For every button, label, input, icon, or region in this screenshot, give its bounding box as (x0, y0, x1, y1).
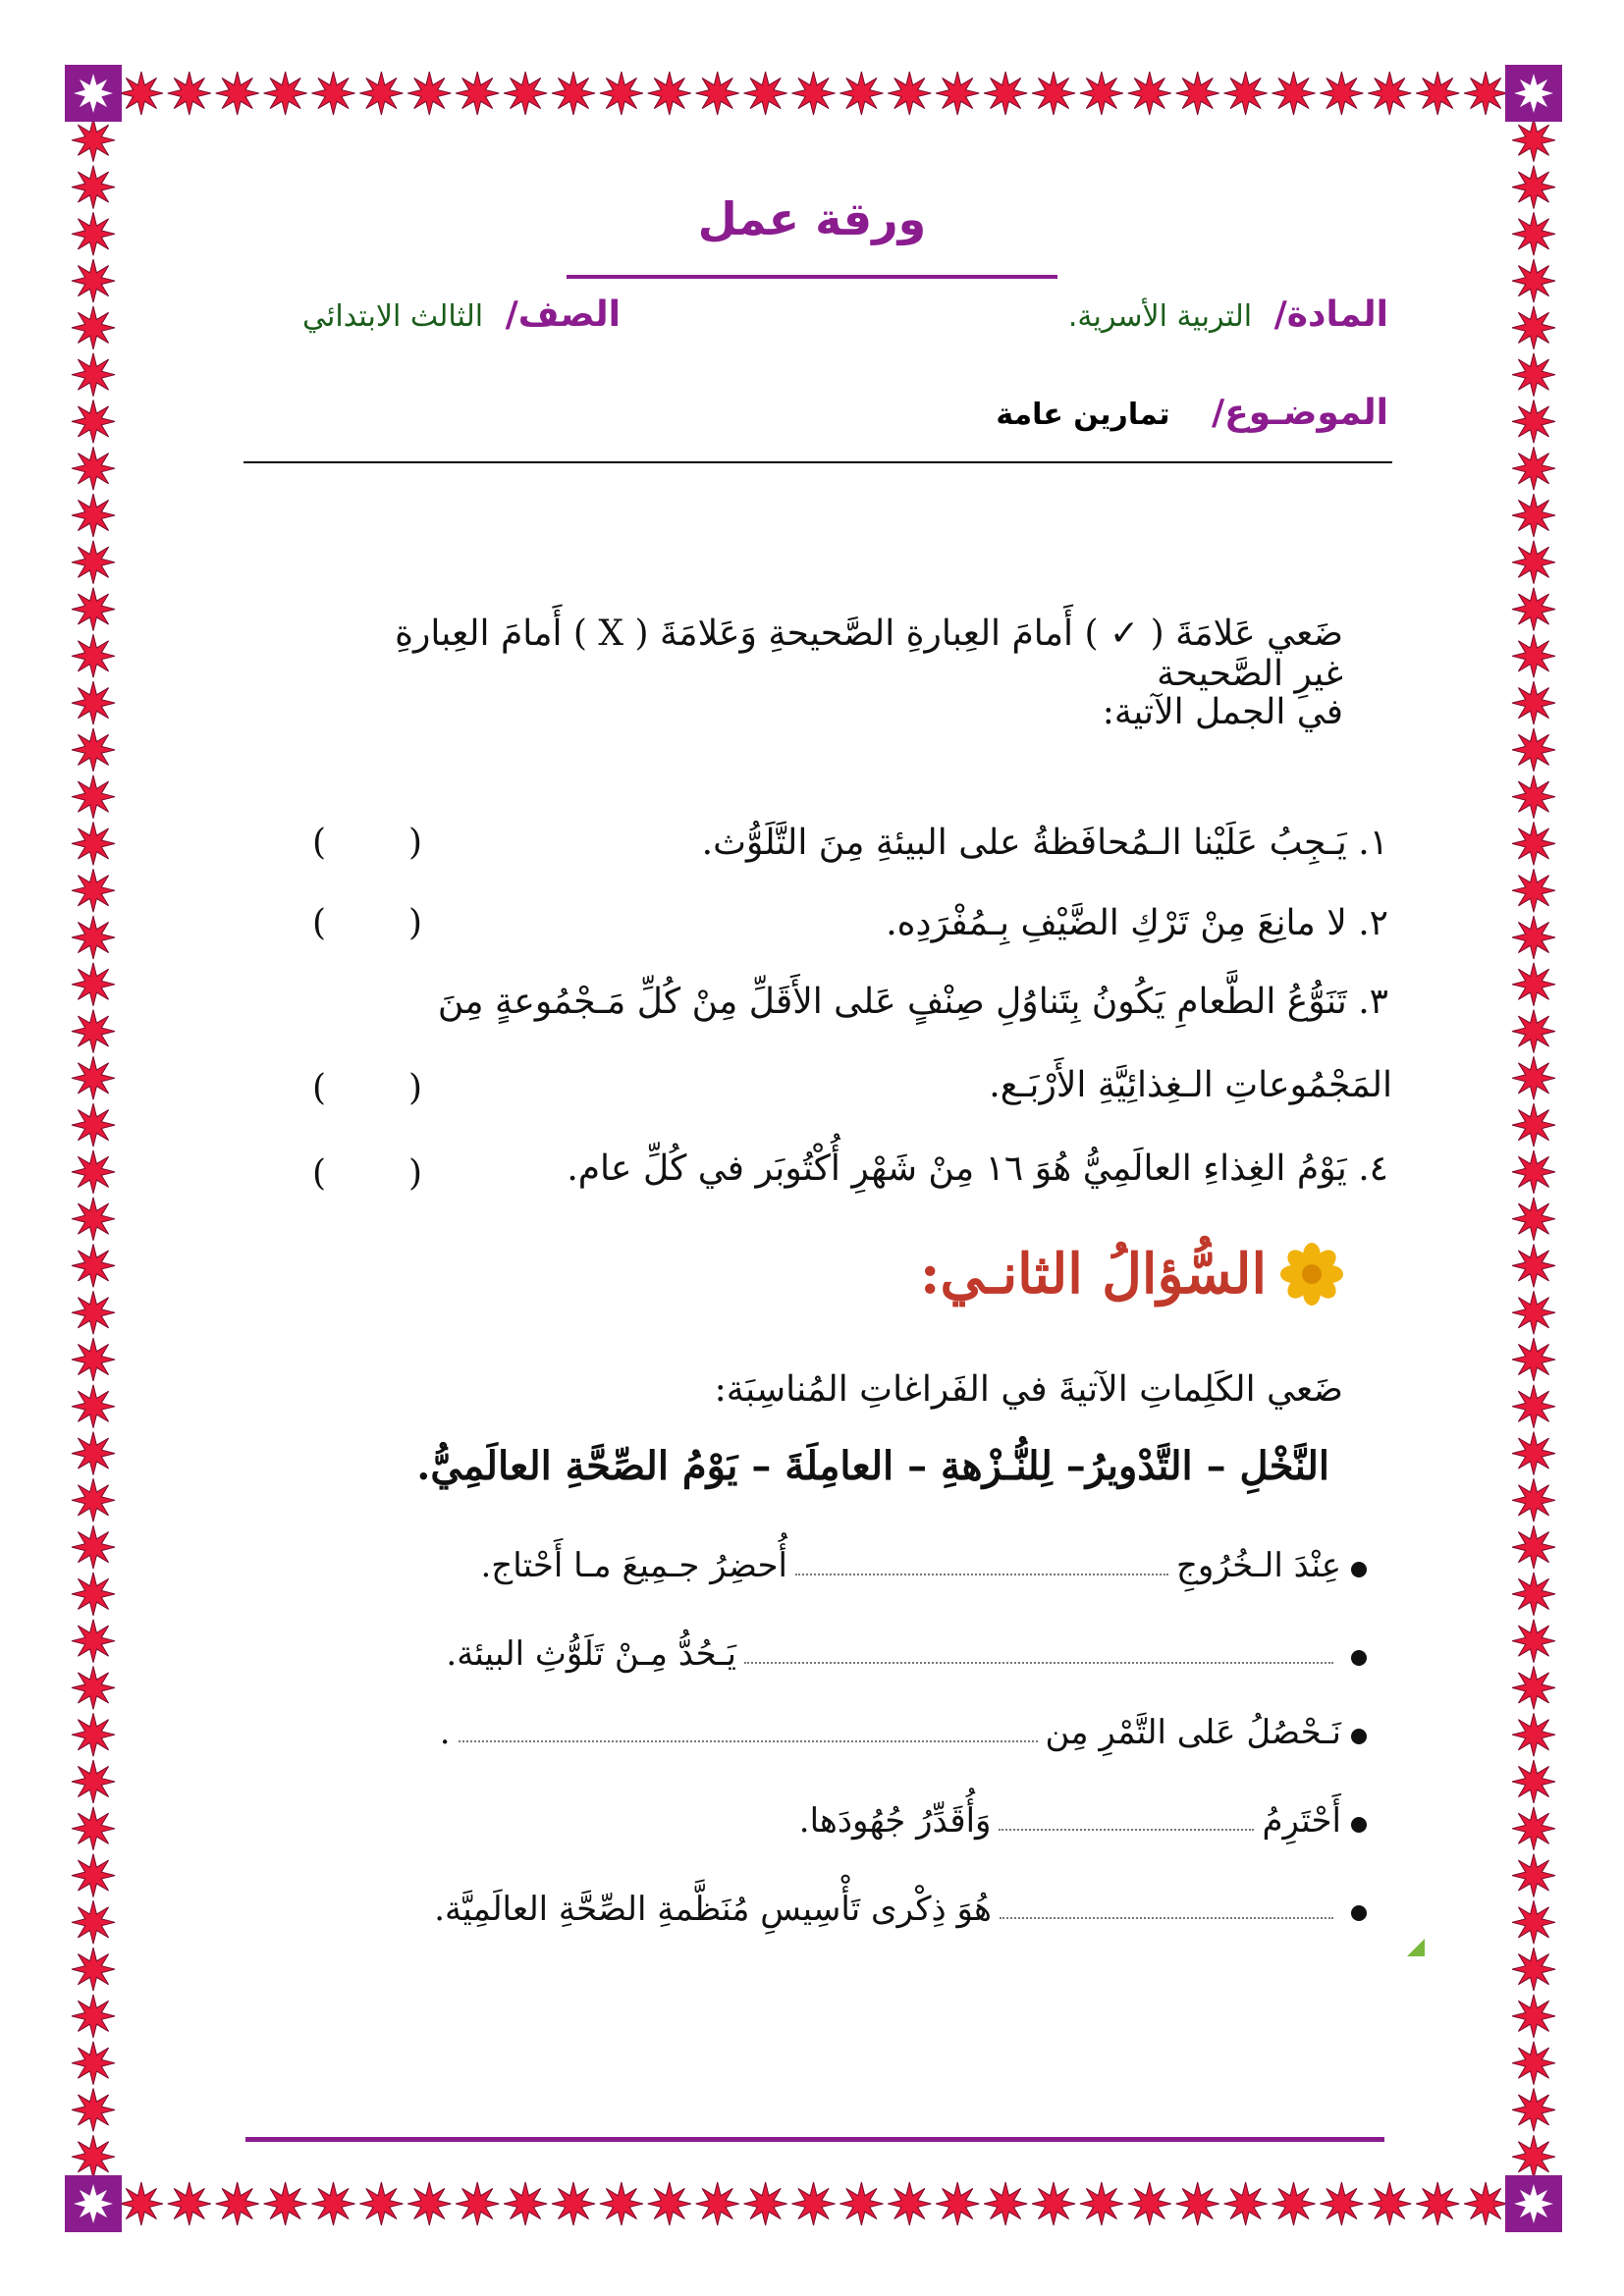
blank-line[interactable] (1000, 1909, 1333, 1919)
question1-instruction-line1: ضَعي عَلامَةَ ( ✓ ) أَمامَ العِبارةِ الصَّحيحةِ وَعَلامَةَ ( X ) أَمامَ العِبارةِ غيرِ الصَّحيحة (395, 614, 1343, 695)
paren-close: ) (407, 823, 422, 863)
bullet-icon (1351, 1905, 1367, 1921)
answer-parens-4 (312, 1153, 422, 1194)
paren-open: ( (312, 823, 327, 863)
fill-item-2 (446, 1634, 1367, 1674)
blank-line[interactable] (459, 1733, 1038, 1742)
corner-marker (1407, 1939, 1425, 1956)
subject-field (1068, 294, 1388, 335)
statement-1: ١. يَـجِبُ عَلَيْنا الـمُحافَظةُ على البيئةِ مِنَ التَّلَوُّث. (701, 823, 1388, 863)
subject-value: التربية الأسرية. (1067, 299, 1253, 334)
statement-3-continued: المَجْمُوعاتِ الـغِذائِيَّةِ الأَرْبَـع. (989, 1065, 1392, 1105)
grade-label: الصف/ (505, 294, 621, 335)
bullet-icon (1351, 1729, 1367, 1744)
subject-label: المادة/ (1273, 294, 1388, 335)
answer-parens-3 (312, 1068, 422, 1108)
topic-value: تمارين عامة (996, 398, 1170, 432)
statement-4: ٤. يَوْمُ الغِذاءِ العالَمِيُّ هُوَ ١٦ مِنْ شَهْرِ أُكْتُوبَر في كُلِّ عام. (567, 1148, 1388, 1189)
word-bank: النَّخْلِ – التَّدْويرُ– لِلنُّـزْهةِ – العامِلَةَ – يَوْمُ الصِّحَّةِ العالَمِيُّ. (416, 1443, 1329, 1489)
paren-open: ( (312, 903, 327, 943)
fill-item-3 (440, 1713, 1367, 1752)
bullet-icon (1351, 1817, 1367, 1833)
bullet-icon (1351, 1562, 1367, 1577)
fill-item-1 (480, 1546, 1367, 1585)
question2-instruction: ضَعي الكَلِماتِ الآتيةَ في الفَراغاتِ المُناسِبَة: (714, 1369, 1343, 1410)
fill-item-after: . (439, 1713, 451, 1752)
blank-line[interactable] (999, 1821, 1254, 1831)
worksheet-title: ورقة عمل (697, 192, 927, 245)
bullet-icon (1351, 1650, 1367, 1666)
topic-label: الموضـوع/ (1212, 393, 1388, 433)
paren-close: ) (407, 903, 422, 943)
header-divider (244, 461, 1392, 463)
fill-item-before: نَـحْصُلُ عَلى التَّمْرِ مِن (1045, 1713, 1341, 1752)
question2-heading (920, 1242, 1343, 1307)
fill-item-4 (799, 1801, 1367, 1841)
topic-field (996, 393, 1388, 433)
answer-parens-1 (312, 823, 422, 863)
fill-item-after: هُوَ ذِكْرى تَأْسِيسِ مُنَظَّمةِ الصِّحَّةِ العالَمِيَّة. (434, 1890, 992, 1929)
fill-item-before: أَحْتَرِمُ (1262, 1801, 1341, 1841)
paren-close: ) (407, 1068, 422, 1108)
paren-open: ( (312, 1068, 327, 1108)
flower-icon (1280, 1243, 1343, 1306)
paren-close: ) (407, 1153, 422, 1194)
statement-3: ٣. تَنَوُّعُ الطَّعامِ يَكُونُ بِتَناوُلِ صِنْفٍ عَلى الأَقَلِّ مِنْ كُلِّ مَـجْمُوعةٍ مِنَ (437, 982, 1388, 1022)
statement-2: ٢. لا مانِعَ مِنْ تَرْكِ الضَّيْفِ بِـمُفْرَدِه. (886, 903, 1388, 943)
paren-open: ( (312, 1153, 327, 1194)
question1-instruction-line2: في الجمل الآتية: (1102, 692, 1343, 732)
fill-item-5 (434, 1890, 1367, 1929)
answer-parens-2 (312, 903, 422, 943)
blank-line[interactable] (795, 1566, 1168, 1575)
grade-field (302, 294, 621, 335)
question2-title: السُّؤالُ الثانـي: (919, 1242, 1267, 1307)
fill-item-before: عِنْدَ الـخُرُوجِ (1175, 1546, 1341, 1585)
grade-value: الثالث الابتدائي (302, 299, 484, 334)
blank-line[interactable] (744, 1654, 1333, 1664)
fill-item-after: أُحضِرُ جـمِيعَ مـا أَحْتاج. (480, 1546, 787, 1585)
fill-item-after: يَـحُدُّ مِـنْ تَلَوُّثِ البيئة. (446, 1634, 736, 1674)
footer-divider (245, 2137, 1384, 2142)
title-underline (567, 275, 1057, 279)
fill-item-after: وَأُقَدِّرُ جُهُودَها. (798, 1801, 992, 1841)
